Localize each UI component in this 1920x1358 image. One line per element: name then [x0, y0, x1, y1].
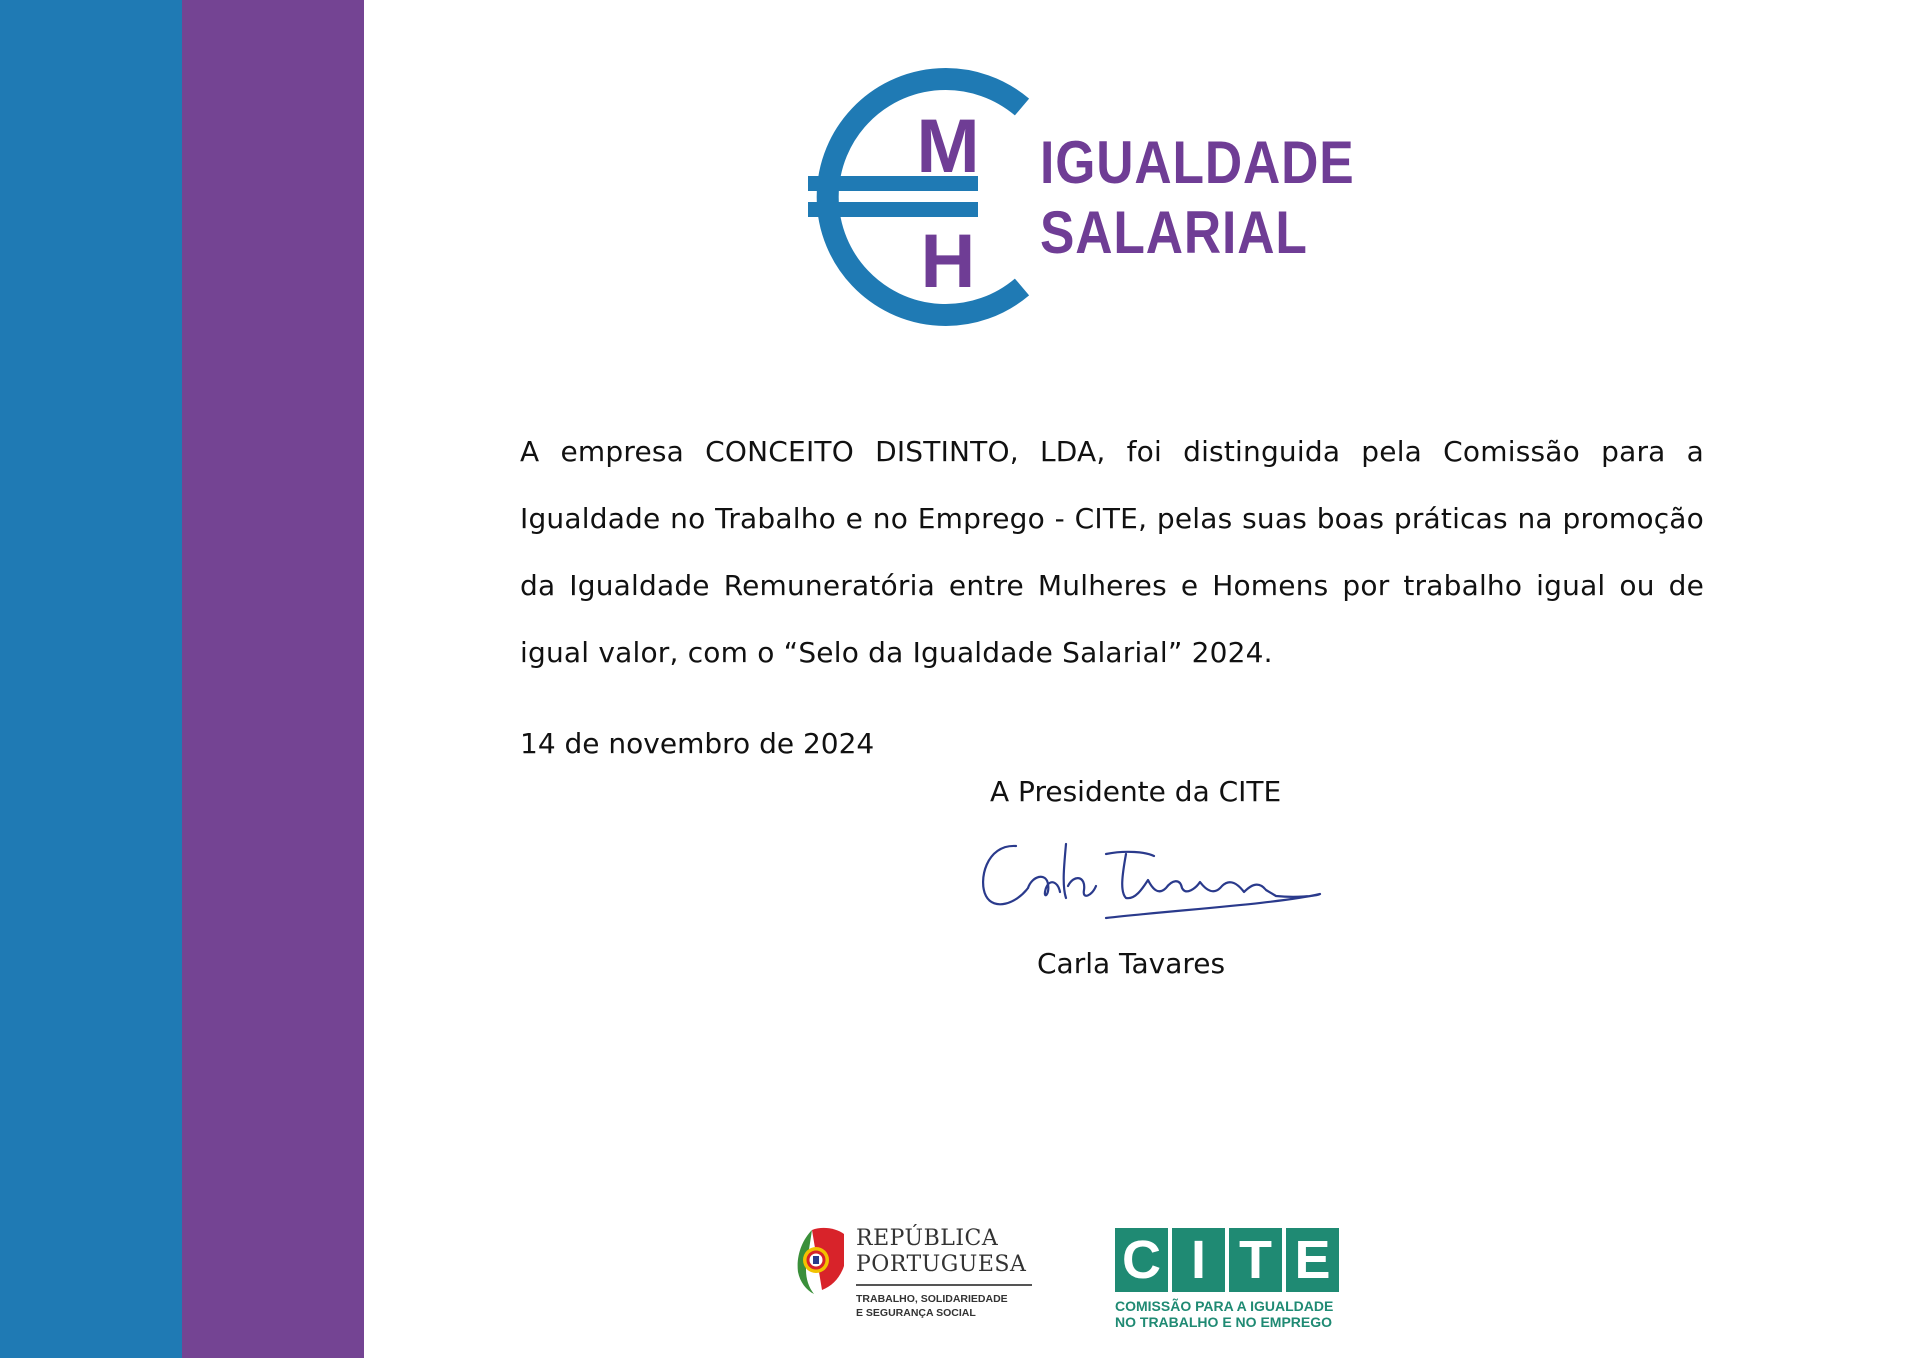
republica-title: REPÚBLICA PORTUGUESA: [856, 1226, 1027, 1277]
logo-wordmark: [1040, 128, 1354, 268]
cite-letter: E: [1286, 1228, 1339, 1292]
signatory-role: A Presidente da CITE: [990, 775, 1282, 808]
logo-mark-letter-h: H: [920, 219, 976, 304]
portugal-emblem-icon: [792, 1226, 846, 1296]
euro-mh-logo-icon: [808, 62, 1044, 332]
handwritten-signature: [976, 826, 1326, 936]
cite-letter: C: [1115, 1228, 1168, 1292]
cite-letter: I: [1172, 1228, 1225, 1292]
svg-text:Carla Tavares: Carla Tavares: [976, 826, 983, 827]
republica-portuguesa-logo: [792, 1222, 1052, 1332]
logo-mark-letter-m: M: [916, 104, 980, 189]
purple-side-stripe: [182, 0, 364, 1358]
issue-date: 14 de novembro de 2024: [520, 727, 875, 760]
ministry-name: TRABALHO, SOLIDARIEDADE E SEGURANÇA SOCIAL: [856, 1293, 1008, 1319]
cite-full-name: COMISSÃO PARA A IGUALDADE NO TRABALHO E NO EMPREGO: [1115, 1298, 1334, 1330]
logo-line-1: IGUALDADE: [1040, 129, 1355, 196]
logo-line-2: SALARIAL: [1040, 199, 1308, 266]
cite-logo: [1115, 1228, 1355, 1338]
cite-letter-boxes: [1115, 1228, 1339, 1292]
republica-divider: [856, 1284, 1032, 1286]
award-statement: A empresa CONCEITO DISTINTO, LDA, foi distinguida pela Comissão para a Igualdade no Trabalho e no Emprego - CITE, pelas suas boas práticas na promoção da Igualdade Remuneratória entre Mulheres e Homens por trabalho igual ou de igual valor, com o “Selo da Igualdade Salarial” 2024.: [520, 435, 1704, 669]
blue-side-stripe: [0, 0, 182, 1358]
signatory-name: Carla Tavares: [1037, 947, 1226, 980]
cite-letter: T: [1229, 1228, 1282, 1292]
